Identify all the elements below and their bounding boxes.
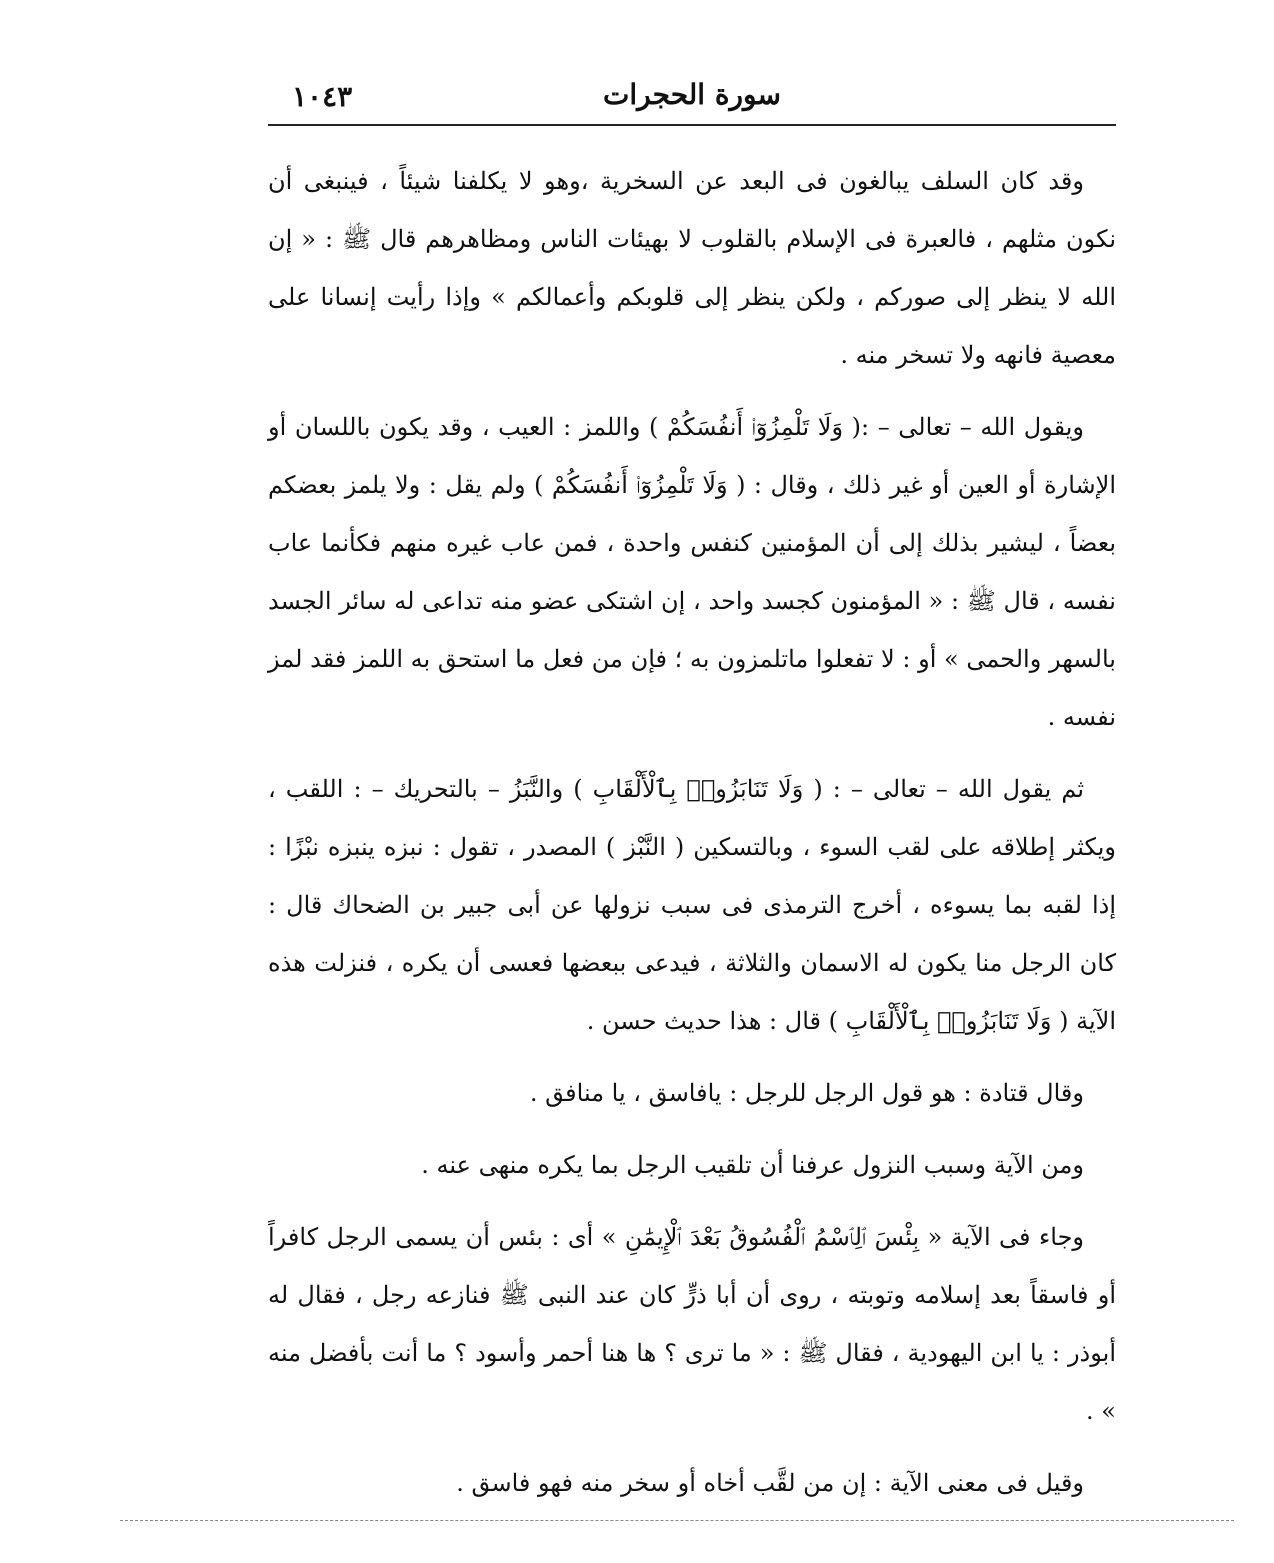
paragraph: ويقول الله – تعالى – :( وَلَا تَلْمِزُوٓا۟ أَنفُسَكُمْ ) واللمز : العيب ، وقد يكون باللسان أو الإشارة أو العين أو غير ذلك ، وقال : ( وَلَا تَلْمِزُوٓا۟ أَنفُسَكُمْ ) ولم يقل : ولا يلمز بعضكم بعضاً ، ليشير بذلك إلى أن المؤمنين كنفس واحدة ، فمن عاب غيره منهم فكأنما عاب نفسه ، قال ﷺ : « المؤمنون كجسد واحد ، إن اشتكى عضو منه تداعى له سائر الجسد بالسهر والحمى » أو : لا تفعلوا ماتلمزون به ؛ فإن من فعل ما استحق به اللمز فقد لمز نفسه . [268,413,1116,731]
scan-edge-line [120,1520,1234,1521]
page-header [268,70,1116,126]
paragraph: وقيل فى معنى الآية : إن من لقَّب أخاه أو سخر منه فهو فاسق . [456,1469,1084,1497]
page-number: ١٠٤٣ [292,80,353,113]
paragraph: وجاء فى الآية « بِئْسَ ٱلِٱسْمُ ٱلْفُسُوقُ بَعْدَ ٱلْإِيمَٰنِ » أى : بئس أن يسمى الرجل كافراً أو فاسقاً بعد إسلامه وتوبته ، روى أن أبا ذرٍّ كان عند النبى ﷺ فنازعه رجل ، فقال له أبوذر : يا ابن اليهودية ، فقال ﷺ : « ما ترى ؟ ها هنا أحمر وأسود ؟ ما أنت بأفضل منه » . [268,1223,1116,1425]
paragraph: ثم يقول الله – تعالى – : ( وَلَا تَنَابَزُوا۟ بِٱلْأَلْقَابِ ) والنَّبَزُ – بالتحريك – : اللقب ، ويكثر إطلاقه على لقب السوء ، وبالتسكين ( النَّبْز ) المصدر ، تقول : نبزه ينبزه نبْزًا : إذا لقبه بما يسوءه ، أخرج الترمذى فى سبب نزولها عن أبى جبير بن الضحاك قال : كان الرجل منا يكون له الاسمان والثلاثة ، فيدعى ببعضها فعسى أن يكره ، فنزلت هذه الآية ( وَلَا تَنَابَزُوا۟ بِٱلْأَلْقَابِ ) قال : هذا حديث حسن . [268,775,1116,1035]
paragraph: وقد كان السلف يبالغون فى البعد عن السخرية ،وهو لا يكلفنا شيئاً ، فينبغى أن نكون مثلهم ، فالعبرة فى الإسلام بالقلوب لا بهيئات الناس ومظاهرهم قال ﷺ : « إن الله لا ينظر إلى صوركم ، ولكن ينظر إلى قلوبكم وأعمالكم » وإذا رأيت إنسانا على معصية فانهه ولا تسخر منه . [268,167,1116,369]
page-body [268,152,1116,1526]
paragraph: وقال قتادة : هو قول الرجل للرجل : يافاسق ، يا منافق . [529,1079,1084,1107]
paragraph: ومن الآية وسبب النزول عرفنا أن تلقيب الرجل بما يكره منهى عنه . [421,1151,1084,1179]
running-title: سورة الحجرات [603,78,781,111]
